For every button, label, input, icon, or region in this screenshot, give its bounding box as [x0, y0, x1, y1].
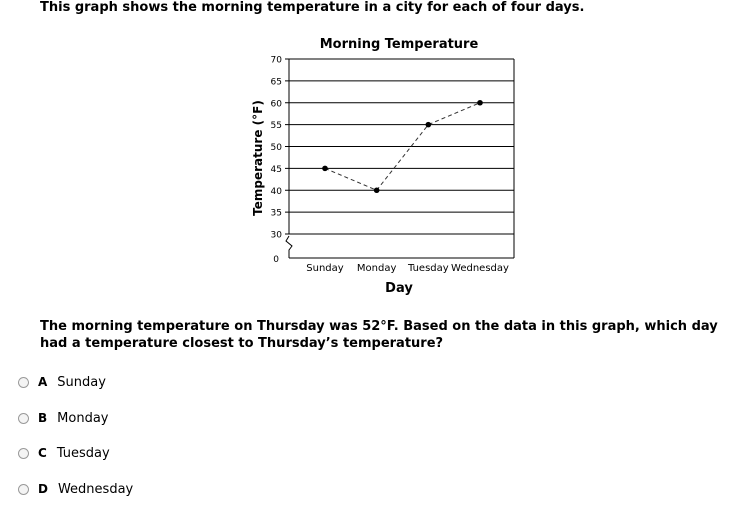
- question-text: The morning temperature on Thursday was 52°F. Based on the data in this graph, which day had a temperature closest to Thursday’s temperature?: [40, 319, 718, 351]
- option-letter: A: [38, 375, 48, 389]
- data-point: [477, 100, 483, 106]
- option-a[interactable]: [18, 372, 218, 392]
- intro-text: This graph shows the morning temperature in a city for each of four days.: [40, 0, 585, 15]
- option-label: Tuesday: [56, 445, 110, 461]
- x-tick-label: Monday: [356, 263, 397, 274]
- data-point: [374, 187, 380, 193]
- y-tick-label: 30: [270, 230, 282, 241]
- data-point: [322, 166, 328, 172]
- x-tick-label: Tuesday: [407, 263, 449, 274]
- option-letter: C: [38, 446, 47, 460]
- option-d[interactable]: [18, 479, 218, 499]
- y-tick-label: 35: [270, 208, 282, 219]
- option-label: Monday: [57, 410, 109, 426]
- y-tick-label: 60: [270, 99, 282, 110]
- radio-button[interactable]: [18, 377, 29, 388]
- y-tick-label: 55: [270, 121, 282, 132]
- option-b[interactable]: [18, 408, 218, 428]
- chart-grid: [289, 59, 514, 258]
- option-letter: B: [38, 411, 48, 425]
- x-tick-label: Sunday: [306, 263, 344, 274]
- y-axis-label: Temperature (°F): [251, 100, 265, 216]
- radio-button[interactable]: [18, 413, 29, 424]
- option-label: Sunday: [57, 374, 106, 390]
- radio-button[interactable]: [18, 484, 29, 495]
- y-tick-label: 45: [270, 164, 282, 175]
- option-letter: D: [38, 482, 48, 496]
- option-c[interactable]: [18, 443, 218, 463]
- x-tick-label: Wednesday: [451, 263, 509, 274]
- x-axis-label: Day: [385, 281, 413, 296]
- y-axis-zero-label: 0: [273, 255, 279, 265]
- radio-button[interactable]: [18, 448, 29, 459]
- y-tick-label: 50: [270, 143, 282, 153]
- axis-break: [286, 236, 292, 258]
- y-axis-ticks: [271, 56, 289, 241]
- data-point: [426, 122, 432, 128]
- y-tick-label: 65: [270, 77, 282, 88]
- option-label: Wednesday: [57, 481, 134, 497]
- y-tick-label: 70: [270, 55, 282, 66]
- x-axis-ticks: [306, 263, 509, 274]
- y-tick-label: 40: [270, 186, 282, 197]
- chart-title: Morning Temperature: [319, 37, 479, 52]
